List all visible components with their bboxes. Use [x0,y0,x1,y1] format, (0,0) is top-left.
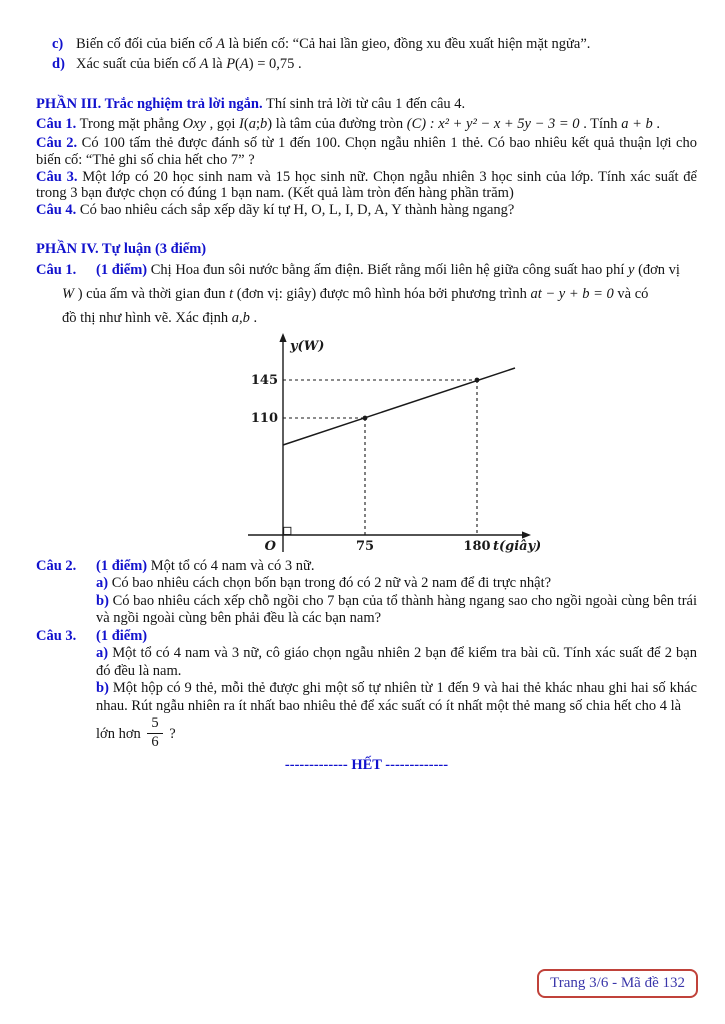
text-segment: Câu 2. [36,135,78,151]
text-segment: d) [52,56,65,72]
text-segment: A [216,36,225,52]
text-segment: y [628,261,635,278]
text-segment: Một tổ có 4 nam và có 3 nữ. [147,557,315,574]
text-segment: Câu 4. [36,202,77,219]
end-of-exam-line [36,755,697,775]
text-segment: . [249,309,258,326]
text-segment: là biến cố: “Cả hai lần gieo, đồng xu đều xuất hiện mặt ngửa”. [224,36,591,52]
page-footer-badge [537,969,698,998]
part4-question-3b [96,680,701,715]
text-segment: (đơn vị: giây) được mô hình hóa bởi phương trình [233,285,531,302]
fraction-numerator: 5 [147,716,162,733]
text-segment: Có 100 tấm thẻ được đánh số từ 1 đến 100. Chọn ngẫu nhiên 1 thẻ. Có bao nhiêu kết quả thuận lợi cho biến cố: “Thẻ ghi số chia hết cho 7” ? [36,135,701,168]
part4-question-2 [36,558,697,576]
part4-question-2a [96,575,697,593]
text-segment: ) = 0,75 . [248,56,302,72]
end-mark-block [36,755,697,775]
text-segment: . [652,116,660,132]
answer-option-d [36,54,697,74]
text-segment: b [259,116,268,132]
x-tick-180: 180 [463,538,491,554]
power-time-graph [240,332,540,554]
x-tick-75: 75 [355,538,375,554]
text-segment: (1 điểm) [96,557,148,574]
text-segment: a [248,116,256,132]
text-segment: ( [243,116,249,132]
text-segment: Một hộp có 9 thẻ, mỗi thẻ được ghi một số tự nhiên từ 1 đến 9 và hai thẻ khác nhau ghi hai số khác nhau. Rút ngẫu nhiên ra ít nhất bao nhiêu thẻ để xác suất có ít nhất một thẻ mang số chia hết cho 4 là [96,680,701,714]
part4-question1-block [36,258,697,330]
part4-question-1-line1 [36,258,697,282]
text-segment: lớn hơn [96,726,145,743]
text-segment: ( [235,56,240,72]
x-axis-label: t(giây) [493,538,540,554]
text-segment: ------------- HẾT ------------- [284,756,449,773]
text-segment: a) [96,575,109,592]
x-axis-arrow-icon [522,531,531,538]
part3-block [36,95,701,219]
text-segment: (1 điểm) [96,627,148,644]
y-tick-110: 110 [250,410,278,426]
text-segment: . Tính [579,116,622,132]
part4-question-1-line2 [62,282,697,306]
y-axis-label: y(W) [290,338,325,354]
text-segment: Một lớp có 20 học sinh nam và 15 học sinh nữ. Chọn ngẫu nhiên 3 học sinh của lớp. Tính xác suất để trong 3 bạn được chọn có đúng 1 bạn nam. (Kết quả làm tròn đến hàng phần trăm) [36,168,701,202]
text-segment: PHẦN III. Trắc nghiệm trả lời ngắn. [36,96,263,112]
text-segment: Câu 1. [36,261,77,278]
fraction-denominator: 6 [151,733,159,750]
text-segment: a) [96,645,109,662]
footer-text: Trang 3/6 - Mã đề 132 [550,975,685,991]
text-segment: Oxy [182,116,206,132]
text-segment: Xác suất của biến cố [76,56,200,72]
text-segment: (đơn vị [634,261,680,278]
text-segment: I [239,116,244,132]
part4-question-2b [96,592,701,628]
part4-heading-block [36,240,697,258]
text-segment: Có bao nhiêu cách xếp chỗ ngồi cho 7 bạn của tổ thành hàng ngang sao cho ngồi ngoài cùng bên trái và ngồi ngoài cùng bên phải đều là các bạn nam? [96,592,701,627]
intro-options-block [36,34,697,74]
text-segment: a + b [621,116,653,132]
part4-questions-2-3-block [36,557,701,752]
text-segment: a,b [231,309,250,326]
text-segment: Câu 3. [36,168,78,185]
text-segment: at − y + b = 0 [530,285,614,302]
y-tick-145: 145 [250,372,278,388]
text-segment: ) là tâm của đường tròn [267,116,407,132]
text-segment: W [62,285,75,302]
text-segment: Thí sinh trả lời từ câu 1 đến câu 4. [262,96,466,112]
text-segment: c) [52,36,64,52]
part3-question-1 [36,113,697,135]
text-segment: ? [165,726,176,743]
part4-question-3 [36,628,697,646]
text-segment: Có bao nhiêu cách sắp xếp dãy kí tự H, O, L, I, D, A, Y thành hàng ngang? [76,202,515,219]
text-segment: Câu 1. [36,116,77,132]
part3-question-3 [36,168,701,203]
part3-question-4 [36,202,697,219]
part4-question-3a [96,645,701,680]
text-segment: b) [96,592,109,609]
text-segment: (1 điểm) [96,261,148,278]
text-segment: Câu 3. [36,627,77,644]
text-segment: và có [613,285,649,302]
text-segment: là [208,56,227,72]
y-axis-arrow-icon [279,333,286,342]
text-segment: Câu 2. [36,557,77,574]
line-graph-svg [240,332,540,554]
fraction [147,716,162,749]
part3-question-2 [36,135,701,169]
text-segment: , gọi [205,116,240,132]
text-segment: A [239,56,249,72]
data-point-180-145 [475,378,480,383]
answer-option-c [36,34,697,54]
text-segment: Trong mặt phẳng [76,116,183,132]
part4-heading [36,240,697,258]
text-segment: Một tổ có 4 nam và 3 nữ, cô giáo chọn ngẫu nhiên 2 bạn để kiểm tra bài cũ. Tính xác suất để 2 bạn đó đều là nam. [96,645,701,679]
text-segment: A [199,56,209,72]
part4-question-3b-fraction-line [96,717,697,751]
text-segment: Chị Hoa đun sôi nước bằng ấm điện. Biết rằng mối liên hệ giữa công suất hao phí [147,261,628,278]
text-segment: ; [255,116,260,132]
text-segment: Có bao nhiêu cách chọn bốn bạn trong đó có 2 nữ và 2 nam để đi trực nhật? [108,575,552,592]
part4-question-1-line3 [62,306,697,330]
origin-label: O [264,538,276,554]
text-segment: ) của ấm và thời gian đun [74,285,230,302]
text-segment: t [229,285,234,302]
right-angle-marker [284,527,291,534]
text-segment: P [226,56,236,72]
text-segment: (C) : x² + y² − x + 5y − 3 = 0 [406,116,580,132]
part3-heading [36,95,697,113]
text-segment: đồ thị như hình vẽ. Xác định [62,309,232,326]
data-point-75-110 [363,416,368,421]
text-segment: Biến cố đối của biến cố [76,36,217,52]
text-segment: b) [96,680,109,697]
text-segment: PHẦN IV. Tự luận (3 điểm) [36,240,207,257]
